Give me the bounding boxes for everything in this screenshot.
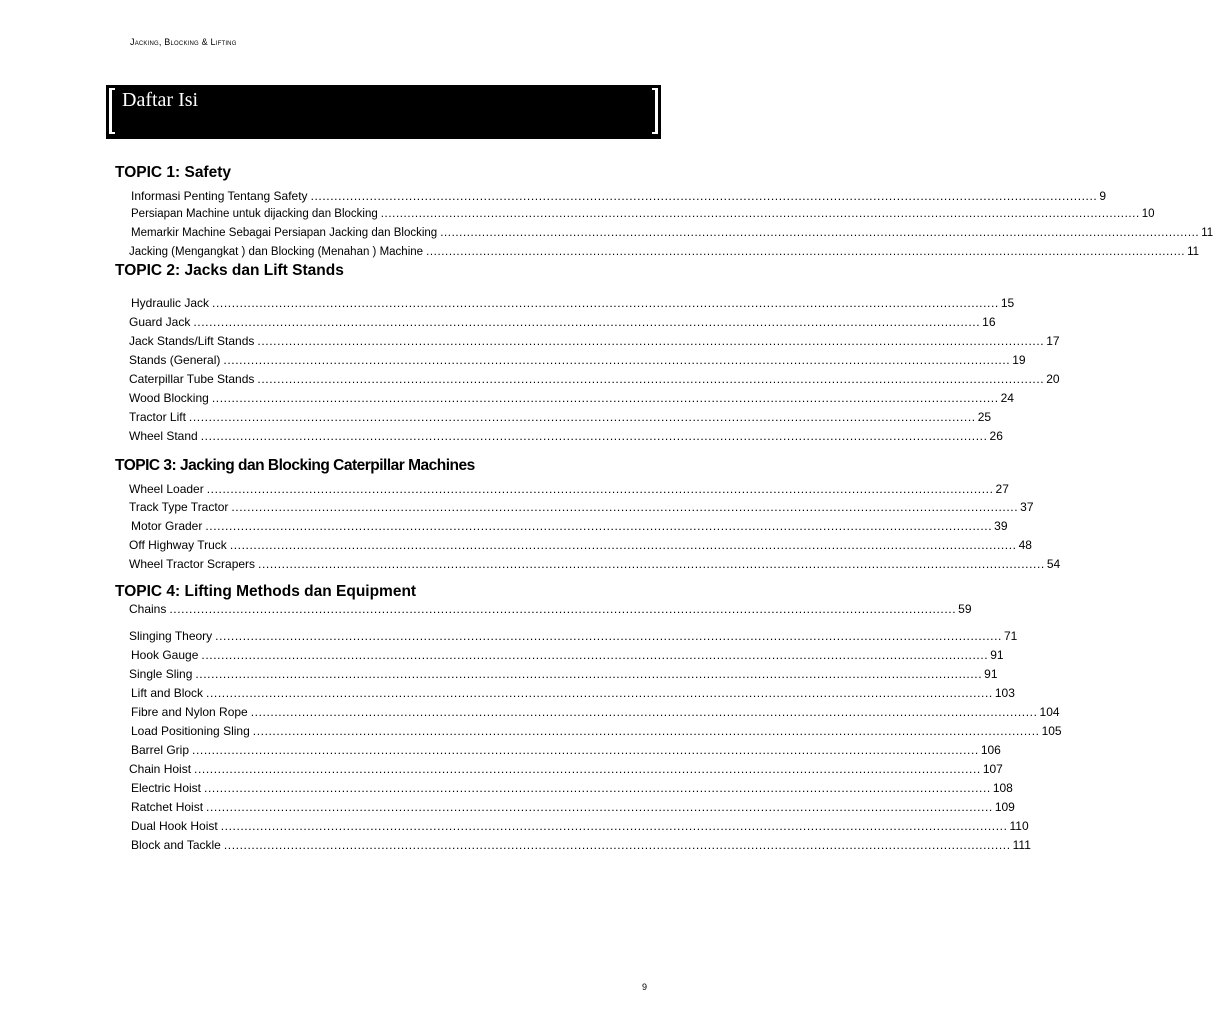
dot-leader: ........................................................................................................................................................................................................ xyxy=(204,781,991,795)
dot-leader: ........................................................................................................................................................................................................ xyxy=(215,629,1002,643)
toc-entry-page: 91 xyxy=(984,667,998,681)
toc-entry[interactable] xyxy=(131,189,1107,205)
dot-leader: ........................................................................................................................................................................................................ xyxy=(206,800,993,814)
toc-entry-label: Load Positioning Sling xyxy=(131,724,250,738)
dot-leader: ........................................................................................................................................................................................................ xyxy=(206,686,993,700)
dot-leader: ........................................................................................................................................................................................................ xyxy=(257,372,1045,386)
dot-leader: ........................................................................................................................................................................................................ xyxy=(426,246,1186,258)
toc-entry[interactable] xyxy=(131,724,1062,740)
toc-entry-label: Motor Grader xyxy=(131,519,203,533)
toc-entry-label: Wood Blocking xyxy=(129,391,209,405)
page-title: Daftar Isi xyxy=(122,89,199,111)
toc-entry-page: 9 xyxy=(1099,189,1107,203)
dot-leader: ........................................................................................................................................................................................................ xyxy=(194,762,981,776)
toc-entry[interactable] xyxy=(131,296,1015,312)
dot-leader: ........................................................................................................................................................................................................ xyxy=(223,353,1011,367)
dot-leader: ........................................................................................................................................................................................................ xyxy=(201,648,989,662)
toc-entry-label: Track Type Tractor xyxy=(129,500,229,514)
toc-entry-label: Chain Hoist xyxy=(129,762,192,776)
toc-entry-page: 25 xyxy=(977,410,992,424)
toc-entry[interactable] xyxy=(131,705,1060,721)
toc-entry[interactable] xyxy=(129,538,1032,554)
dot-leader: ........................................................................................................................................................................................................ xyxy=(440,227,1200,239)
toc-entry-page: 48 xyxy=(1018,538,1032,552)
toc-entry-page: 11 xyxy=(1201,227,1213,239)
dot-leader: ........................................................................................................................................................................................................ xyxy=(212,296,999,310)
toc-entry-page: 104 xyxy=(1039,705,1060,719)
toc-entry-page: 15 xyxy=(1000,296,1015,310)
toc-entry-label: Dual Hook Hoist xyxy=(131,819,218,833)
toc-entry[interactable] xyxy=(129,602,972,618)
toc-entry-page: 106 xyxy=(980,743,1001,757)
toc-entry-label: Caterpillar Tube Stands xyxy=(129,372,255,386)
toc-entry-page: 39 xyxy=(994,519,1008,533)
toc-entry[interactable] xyxy=(131,208,1155,224)
dot-leader: ........................................................................................................................................................................................................ xyxy=(192,743,979,757)
toc-entry-label: Persiapan Machine untuk dijacking dan Blocking xyxy=(131,208,378,220)
toc-entry-page: 16 xyxy=(982,315,996,329)
toc-entry-label: Fibre and Nylon Rope xyxy=(131,705,248,719)
dot-leader: ........................................................................................................................................................................................................ xyxy=(205,519,993,533)
toc-entry-label: Wheel Stand xyxy=(129,429,198,443)
toc-entry-page: 37 xyxy=(1020,500,1034,514)
toc-entry-page: 10 xyxy=(1141,208,1155,220)
dot-leader: ........................................................................................................................................................................................................ xyxy=(231,500,1019,514)
toc-entry[interactable] xyxy=(129,557,1061,573)
toc-entry[interactable] xyxy=(131,800,1015,816)
dot-leader: ........................................................................................................................................................................................................ xyxy=(252,724,1040,738)
toc-entry[interactable] xyxy=(129,500,1034,516)
toc-entry[interactable] xyxy=(129,629,1018,645)
toc-entry[interactable] xyxy=(129,315,996,331)
toc-entry-label: Ratchet Hoist xyxy=(131,800,204,814)
dot-leader: ........................................................................................................................................................................................................ xyxy=(188,410,976,424)
toc-entry[interactable] xyxy=(129,429,1003,445)
toc-entry[interactable] xyxy=(129,410,992,426)
toc-entry-page: 103 xyxy=(994,686,1015,700)
toc-entry-label: Lift and Block xyxy=(131,686,204,700)
toc-entry-page: 91 xyxy=(990,648,1004,662)
toc-entry-label: Guard Jack xyxy=(129,315,191,329)
left-bracket-decoration xyxy=(109,88,115,134)
title-banner xyxy=(106,85,661,139)
toc-entry-label: Electric Hoist xyxy=(131,781,202,795)
toc-entry[interactable] xyxy=(131,838,1031,854)
dot-leader: ........................................................................................................................................................................................................ xyxy=(250,705,1038,719)
toc-entry[interactable] xyxy=(131,648,1004,664)
toc-entry-page: 71 xyxy=(1003,629,1018,643)
toc-entry-label: Tractor Lift xyxy=(129,410,186,424)
toc-entry[interactable] xyxy=(131,819,1029,835)
toc-entry-page: 109 xyxy=(994,800,1015,814)
toc-entry-page: 20 xyxy=(1046,372,1060,386)
toc-entry-label: Slinging Theory xyxy=(129,629,213,643)
toc-entry[interactable] xyxy=(131,743,1001,759)
toc-entry-label: Jacking (Mengangkat ) dan Blocking (Menahan ) Machine xyxy=(129,246,424,258)
toc-entry[interactable] xyxy=(131,686,1015,702)
topic-4-heading: TOPIC 4: Lifting Methods dan Equipment xyxy=(115,583,417,600)
dot-leader: ........................................................................................................................................................................................................ xyxy=(223,838,1011,852)
toc-entry[interactable] xyxy=(129,353,1026,369)
dot-leader: ........................................................................................................................................................................................................ xyxy=(229,538,1017,552)
toc-entry-page: 27 xyxy=(995,482,1009,496)
toc-entry-label: Barrel Grip xyxy=(131,743,190,757)
toc-entry[interactable] xyxy=(131,519,1008,535)
dot-leader: ........................................................................................................................................................................................................ xyxy=(206,482,994,496)
toc-entry-label: Informasi Penting Tentang Safety xyxy=(131,189,308,203)
toc-entry[interactable] xyxy=(129,372,1060,388)
toc-entry-label: Memarkir Machine Sebagai Persiapan Jacking dan Blocking xyxy=(131,227,438,239)
toc-entry-page: 111 xyxy=(1012,838,1031,852)
dot-leader: ........................................................................................................................................................................................................ xyxy=(193,315,981,329)
toc-entry-page: 11 xyxy=(1187,246,1200,258)
toc-entry[interactable] xyxy=(129,482,1009,498)
toc-entry-page: 105 xyxy=(1041,724,1062,738)
toc-entry-label: Hook Gauge xyxy=(131,648,199,662)
dot-leader: ........................................................................................................................................................................................................ xyxy=(195,667,983,681)
dot-leader: ........................................................................................................................................................................................................ xyxy=(257,334,1045,348)
toc-entry-label: Stands (General) xyxy=(129,353,221,367)
toc-entry-page: 26 xyxy=(989,429,1003,443)
toc-entry[interactable] xyxy=(131,227,1213,243)
toc-entry-page: 17 xyxy=(1046,334,1060,348)
dot-leader: ........................................................................................................................................................................................................ xyxy=(220,819,1008,833)
dot-leader: ........................................................................................................................................................................................................ xyxy=(211,391,999,405)
dot-leader: ........................................................................................................................................................................................................ xyxy=(200,429,988,443)
toc-entry[interactable] xyxy=(131,781,1013,797)
toc-entry-label: Single Sling xyxy=(129,667,193,681)
page-number: 9 xyxy=(642,982,648,992)
toc-entry-page: 107 xyxy=(982,762,1003,776)
toc-entry[interactable] xyxy=(129,391,1014,407)
toc-entry[interactable] xyxy=(129,667,998,683)
dot-leader: ........................................................................................................................................................................................................ xyxy=(258,557,1045,571)
toc-entry-label: Off Highway Truck xyxy=(129,538,227,552)
toc-entry[interactable] xyxy=(129,246,1200,262)
dot-leader: ........................................................................................................................................................................................................ xyxy=(169,602,957,616)
toc-entry-page: 54 xyxy=(1046,557,1061,571)
toc-entry-page: 110 xyxy=(1009,819,1029,833)
dot-leader: ........................................................................................................................................................................................................ xyxy=(380,208,1140,220)
toc-entry-label: Wheel Tractor Scrapers xyxy=(129,557,256,571)
topic-2-heading: TOPIC 2: Jacks dan Lift Stands xyxy=(115,262,344,279)
toc-entry-label: Hydraulic Jack xyxy=(131,296,210,310)
toc-entry[interactable] xyxy=(129,334,1060,350)
toc-entry-label: Block and Tackle xyxy=(131,838,221,852)
running-header: Jacking, Blocking & Lifting xyxy=(130,37,237,47)
toc-entry-label: Wheel Loader xyxy=(129,482,204,496)
topic-1-heading: TOPIC 1: Safety xyxy=(115,164,232,181)
right-bracket-decoration xyxy=(652,88,658,134)
dot-leader: ........................................................................................................................................................................................................ xyxy=(310,189,1098,203)
toc-entry-label: Jack Stands/Lift Stands xyxy=(129,334,255,348)
toc-entry[interactable] xyxy=(129,762,1003,778)
toc-entry-page: 108 xyxy=(992,781,1013,795)
toc-entry-page: 24 xyxy=(1000,391,1014,405)
topic-3-heading: TOPIC 3: Jacking dan Blocking Caterpillar Machines xyxy=(115,457,475,474)
toc-entry-label: Chains xyxy=(129,602,167,616)
toc-entry-page: 19 xyxy=(1012,353,1026,367)
toc-entry-page: 59 xyxy=(958,602,972,616)
